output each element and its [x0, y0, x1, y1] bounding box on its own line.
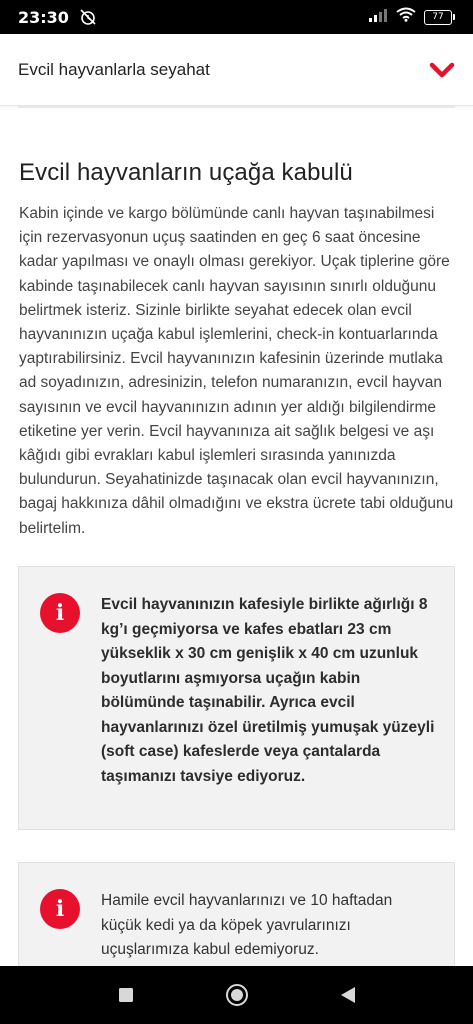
navigation-bar — [0, 966, 473, 1024]
chevron-down-icon[interactable] — [429, 60, 455, 80]
back-icon[interactable] — [333, 980, 363, 1010]
main-content — [19, 158, 459, 541]
accordion-header-pet-travel[interactable] — [0, 34, 473, 106]
info-box-text: Hamile evcil hayvanlarınızı ve 10 haftadan küçük kedi ya da köpek yavrularınızı uçuşlarımıza kabul edemiyoruz. — [101, 892, 393, 958]
info-box-cabin-rules — [18, 566, 455, 830]
accordion-title: Evcil hayvanlarla seyahat — [18, 59, 210, 79]
home-icon[interactable] — [222, 980, 252, 1010]
status-bar — [0, 0, 473, 34]
section-title: Evcil hayvanların uçağa kabulü — [19, 159, 353, 186]
battery-icon — [424, 10, 455, 25]
status-time: 23:30 — [18, 7, 69, 27]
mute-alarm-icon — [79, 8, 97, 26]
info-icon: i — [40, 593, 80, 633]
section-body-text: Kabin içinde ve kargo bölümünde canlı hayvan taşınabilmesi için rezervasyonun uçuş saatinden en geç 6 saat öncesine kadar yapılması ve onaylı olması gerekiyor. Uçak tiplerine göre kabinde taşınabilecek canlı hayvan sayısının sınırlı olduğunu belirtmek isteriz. Sizinle birlikte seyahat edecek olan evcil hayvanınızın uçağa kabul işlemlerini, check-in kontuarlarında yaptırabilirsiniz. Evcil hayvanınızın kafesinin üzerinde mutlaka ad soyadınızın, adresinizin, telefon numaranızın, evcil hayvan sayısının ve evcil hayvanınızın adının yer aldığı bilgilendirme etiketine yer verin. Evcil hayvanınıza ait sağlık belgesi ve aşı kâğıdı gibi evrakları kabul işlemleri sırasında yanınızda bulundurun. Seyahatinizde taşınacak olan evcil hayvanınızın, bagaj hakkınıza dâhil olmadığını ve ekstra ücrete tabi olduğunu belirtelim. — [19, 205, 454, 537]
battery-level: 77 — [432, 12, 444, 22]
signal-icon — [368, 8, 388, 27]
wifi-icon — [396, 7, 416, 27]
divider — [18, 106, 455, 108]
info-box-text: Evcil hayvanınızın kafesiyle birlikte ağırlığı 8 kg’ı geçmiyorsa ve kafes ebatları 23 cm yükseklik x 30 cm genişlik x 40 cm uzunluk boyutlarını aşmıyorsa uçağın kabin bölümünde taşınabilir. Ayrıca evcil hayvanlarınızı özel üretilmiş yumuşak yüzeyli (soft case) kafeslerde veya çantalarda taşımanızı tavsiye ediyoruz. — [101, 596, 435, 785]
info-box-restrictions — [18, 862, 455, 972]
recents-icon[interactable] — [111, 980, 141, 1010]
info-icon: i — [40, 889, 80, 929]
status-icons — [368, 7, 455, 27]
